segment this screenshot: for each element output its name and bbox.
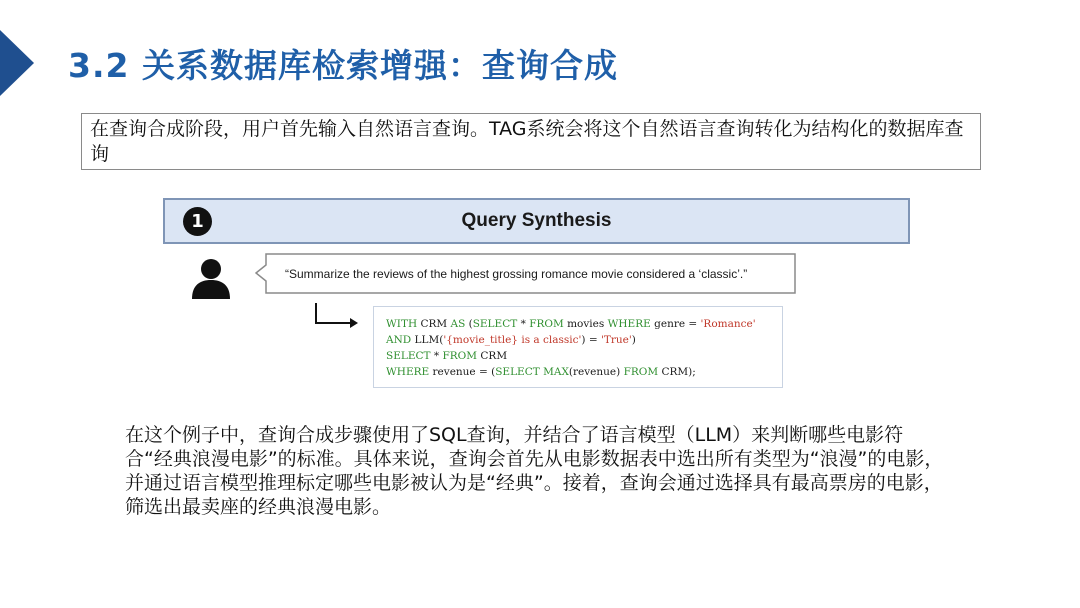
sql-keyword: FROM	[529, 318, 564, 330]
sql-keyword: SELECT	[495, 366, 540, 378]
accent-triangle-icon	[0, 30, 36, 96]
sql-text: revenue = (	[429, 366, 496, 378]
sql-text: LLM(	[411, 334, 444, 346]
sql-text: )	[631, 334, 636, 346]
sql-text: ) =	[581, 334, 601, 346]
sql-keyword: FROM	[442, 350, 478, 362]
sql-text: CRM	[417, 318, 451, 330]
sql-string: '{movie_title} is a classic'	[443, 334, 582, 346]
sql-text: movies	[563, 318, 608, 330]
sql-keyword: WITH	[386, 318, 418, 330]
sql-line-1	[386, 316, 782, 332]
sql-text: *	[517, 318, 530, 330]
query-synthesis-figure	[160, 196, 920, 396]
intro-text-box: 在查询合成阶段，用户首先输入自然语言查询。TAG系统会将这个自然语言查询转化为结构化的数据库查询	[81, 113, 981, 170]
step-number-badge: 1	[183, 207, 212, 236]
sql-string: 'Romance'	[700, 318, 756, 330]
arrow-right-icon	[312, 301, 362, 329]
sql-keyword: AS	[450, 318, 466, 330]
sql-text: CRM	[477, 350, 508, 362]
explanation-paragraph: 在这个例子中，查询合成步骤使用了SQL查询，并结合了语言模型（LLM）来判断哪些电影符合“经典浪漫电影”的标准。具体来说，查询会首先从电影数据表中选出所有类型为“浪漫”的电影，并通过语言模型推理标定哪些电影被认为是“经典”。接着，查询会通过选择具有最高票房的电影，筛选出最卖座的经典浪漫电影。	[125, 424, 944, 518]
sql-line-2	[386, 332, 782, 348]
sql-keyword: SELECT	[472, 318, 518, 330]
sql-code-block	[373, 306, 783, 388]
figure-header	[163, 198, 910, 244]
sql-keyword: SELECT	[386, 350, 431, 362]
figure-header-title: Query Synthesis	[461, 210, 612, 231]
sql-keyword: WHERE	[386, 366, 430, 378]
user-icon	[190, 258, 232, 300]
sql-string: 'True'	[601, 334, 632, 346]
sql-text: (	[465, 318, 473, 330]
sql-text: CRM);	[658, 366, 696, 378]
sql-line-4	[386, 364, 782, 380]
sql-keyword: FROM	[623, 366, 659, 378]
sql-text: genre =	[650, 318, 701, 330]
sql-keyword: AND	[386, 334, 412, 346]
sql-text: (revenue)	[568, 366, 624, 378]
sql-line-3	[386, 348, 782, 364]
sql-keyword: WHERE	[607, 318, 651, 330]
sql-keyword: MAX	[543, 366, 569, 378]
user-query-text: “Summarize the reviews of the highest grossing romance movie considered a ‘classic’.”	[285, 267, 748, 281]
sql-text: *	[430, 350, 443, 362]
page-title: 3.2 关系数据库检索增强：查询合成	[68, 46, 618, 85]
